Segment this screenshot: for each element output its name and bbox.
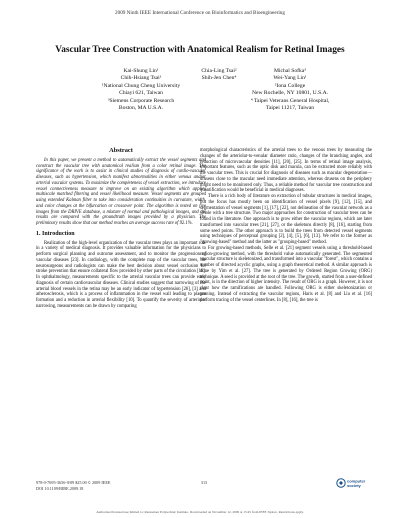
abstract-text: In this paper, we present a method to automatically extract the vessel segments and construct the vascular tree with anatomical realism from a color retinal image. The significance of the work is to assist in clinical studies of diagnosis of cardio-vascular diseases, such as hypertension, which manifest abnormalities in either venous and/or arterial vascular systems. To maximize the completeness of vessel extraction, we introduce vessel connectiveness measure to improve on an existing algorithm which applies multiscale matched filtering and vessel likelihood measure. Vessel segments are grouped using extended Kalman filter to take into consideration continuities in curvature, width, and color changes at the bifurcation or crossover point. The algorithm is tested on five images from the DRIVE database, a mixture of normal and pathological images, and the results are compared with the groundtruth images provided by a physician. The preliminary results show that our method reaches an average success rate of 92.1%. <box>36 157 206 226</box>
author-name: Michal Sofka³ <box>274 68 306 74</box>
computer-society-logo-icon <box>336 477 372 489</box>
section-heading: 1. Introduction <box>36 230 75 237</box>
author-name: Shih-Jen Chen⁴ <box>201 75 237 82</box>
affiliation-location: Boston, MA U.S.A. <box>118 105 164 112</box>
author-name: Wei-Yang Lin¹ <box>273 75 307 82</box>
svg-text:society: society <box>347 482 361 488</box>
affiliation: ¹National Chung Cheng University <box>101 82 181 89</box>
intro-paragraph: Realization of the high-level organization of the vascular trees plays an important role in a variety of medical diagnosis. It provides valuable information for the physicians to perform surgical planning and outcome assessment, and to monitor the progression of vascular diseases [23]. In cardiology, with the complete map of the vascular trees, the neurosurgeons and radiologists can make the best decision about vessel occlusion for stroke prevention that ensure collateral flow provided by other parts of the circulation [18]. In ophthalmology, measurements specific to the arterial vascular trees can provide early diagnosis of certain cardiovascular diseases. Clinical studies suggest that narrowing of the arterial blood vessels in the retina may be an early indicator of hypertension [26], [3] and atherosclerosis, which is a process of inflammation in the vessel wall leading to plaque formation and a reduction in arterial flexibility [10]. To quantify the severity of arteriolar narrowing, measurements can be drawn by comparing <box>36 240 206 309</box>
affiliation-location: Chiayi 621, Taiwan <box>119 90 163 97</box>
page-number: 313 <box>200 480 208 485</box>
author-column-3 <box>240 68 340 112</box>
author-name: Chih-Hsiang Tsai¹ <box>120 75 162 82</box>
author-name: Kai-Shung Lin¹ <box>123 68 159 74</box>
body-paragraph: There is a rich body of literature on extraction of tubular structures in medical images, but the focus has mostly been on identification of vessel pixels [9], [12], [15], and segmentation of vessel segments [1], [17], [22], not delineation of the vascular network as a whole with a tree structure. Two major approaches for construction of vascular trees can be found in the literature. One approach is to grow either the vascular regions, which are later transformed into vascular trees [21], [27], or the skeletons directly [8], [16], starting from some seed points. The other approach is to build the trees from detected vessel segments using techniques of perceptual grouping [2], [4], [5], [6], [13]. We refer to the former as "growing-based" method and the latter as "grouping-based" method. <box>200 194 372 245</box>
footer-doi: DOI 10.1109/BIBE.2009.18 <box>36 485 84 491</box>
authorized-use-note: Authorized licensed use limited to: Rensselaer Polytechnic Institute. Downloaded on November 12, 2009 at 15:45 from IEEE Xplore. Restrictions apply. <box>96 510 304 514</box>
affiliation: ²Iona College <box>274 82 306 89</box>
abstract-heading: Abstract <box>109 147 133 154</box>
right-column <box>200 148 372 303</box>
author-name: Chia-Ling Tsai² <box>201 68 237 74</box>
svg-text:computer: computer <box>347 478 366 484</box>
affiliation-location: Taipei 11217, Taiwan <box>265 105 315 112</box>
conference-header: 2009 Ninth IEEE International Conference on Bioinformatics and Bioengineering <box>115 10 285 16</box>
affiliation: ³Siemens Corporate Research <box>107 97 175 104</box>
paper-title: Vascular Tree Construction with Anatomical Realism for Retinal Images <box>55 45 345 55</box>
author-column-1 <box>96 68 186 112</box>
affiliation-location: New Rochelle, NY 10801, U.S.A. <box>251 90 329 97</box>
footer-isbn: 978-0-7695-3656-9/09 $25.00 © 2009 IEEE <box>36 480 111 485</box>
body-paragraph: For growing-based methods, Selle et al. [21] segment vessels using a threshold-based region-growing method, with the threshold value automatically generated. The segmented vascular structure is skeletonized, and transformed into a vascular "forest", which contains a number of directed acyclic graphs, using a graph theoretical method. A similar approach is done by Yim et al. [27]. The tree is generated by Ordered Region Growing (ORG) technique. A seed is provided at the root of the tree. The growth, started from a user-defined point, is in the direction of higher intensity. The result of ORG is a graph. However, it is not clear how the ramifications are handled. Following ORG is either skeletonization or pruning. Instead of extracting the vascular regions, Haris et al. [8] and Liu et al. [16] perform tracing of the vessel centerlines. In [8], [16], the tree is <box>200 245 372 303</box>
left-column <box>36 148 206 310</box>
body-paragraph: morphological characteristics of the arterial trees to the venous trees by measuring the changes of the arteriolar-to-venular diameter ratio, changes of the branching angles, and reduction of microvascular densities [11], [20], [25]. In terms of retinal image analysis, important features, such as the optic disk and macula, can be extracted more reliably with the vascular trees. This is crucial for diagnosis of diseases such as macular degeneration—drusens close to the macular need immediate attention, whereas drusens on the periphery might need to be monitored only. Thus, a reliable method for vascular tree construction and quantification would be beneficial in medical diagnoses. <box>200 148 372 194</box>
affiliation: ⁴ Taipei Veterans General Hospital, <box>250 97 330 104</box>
